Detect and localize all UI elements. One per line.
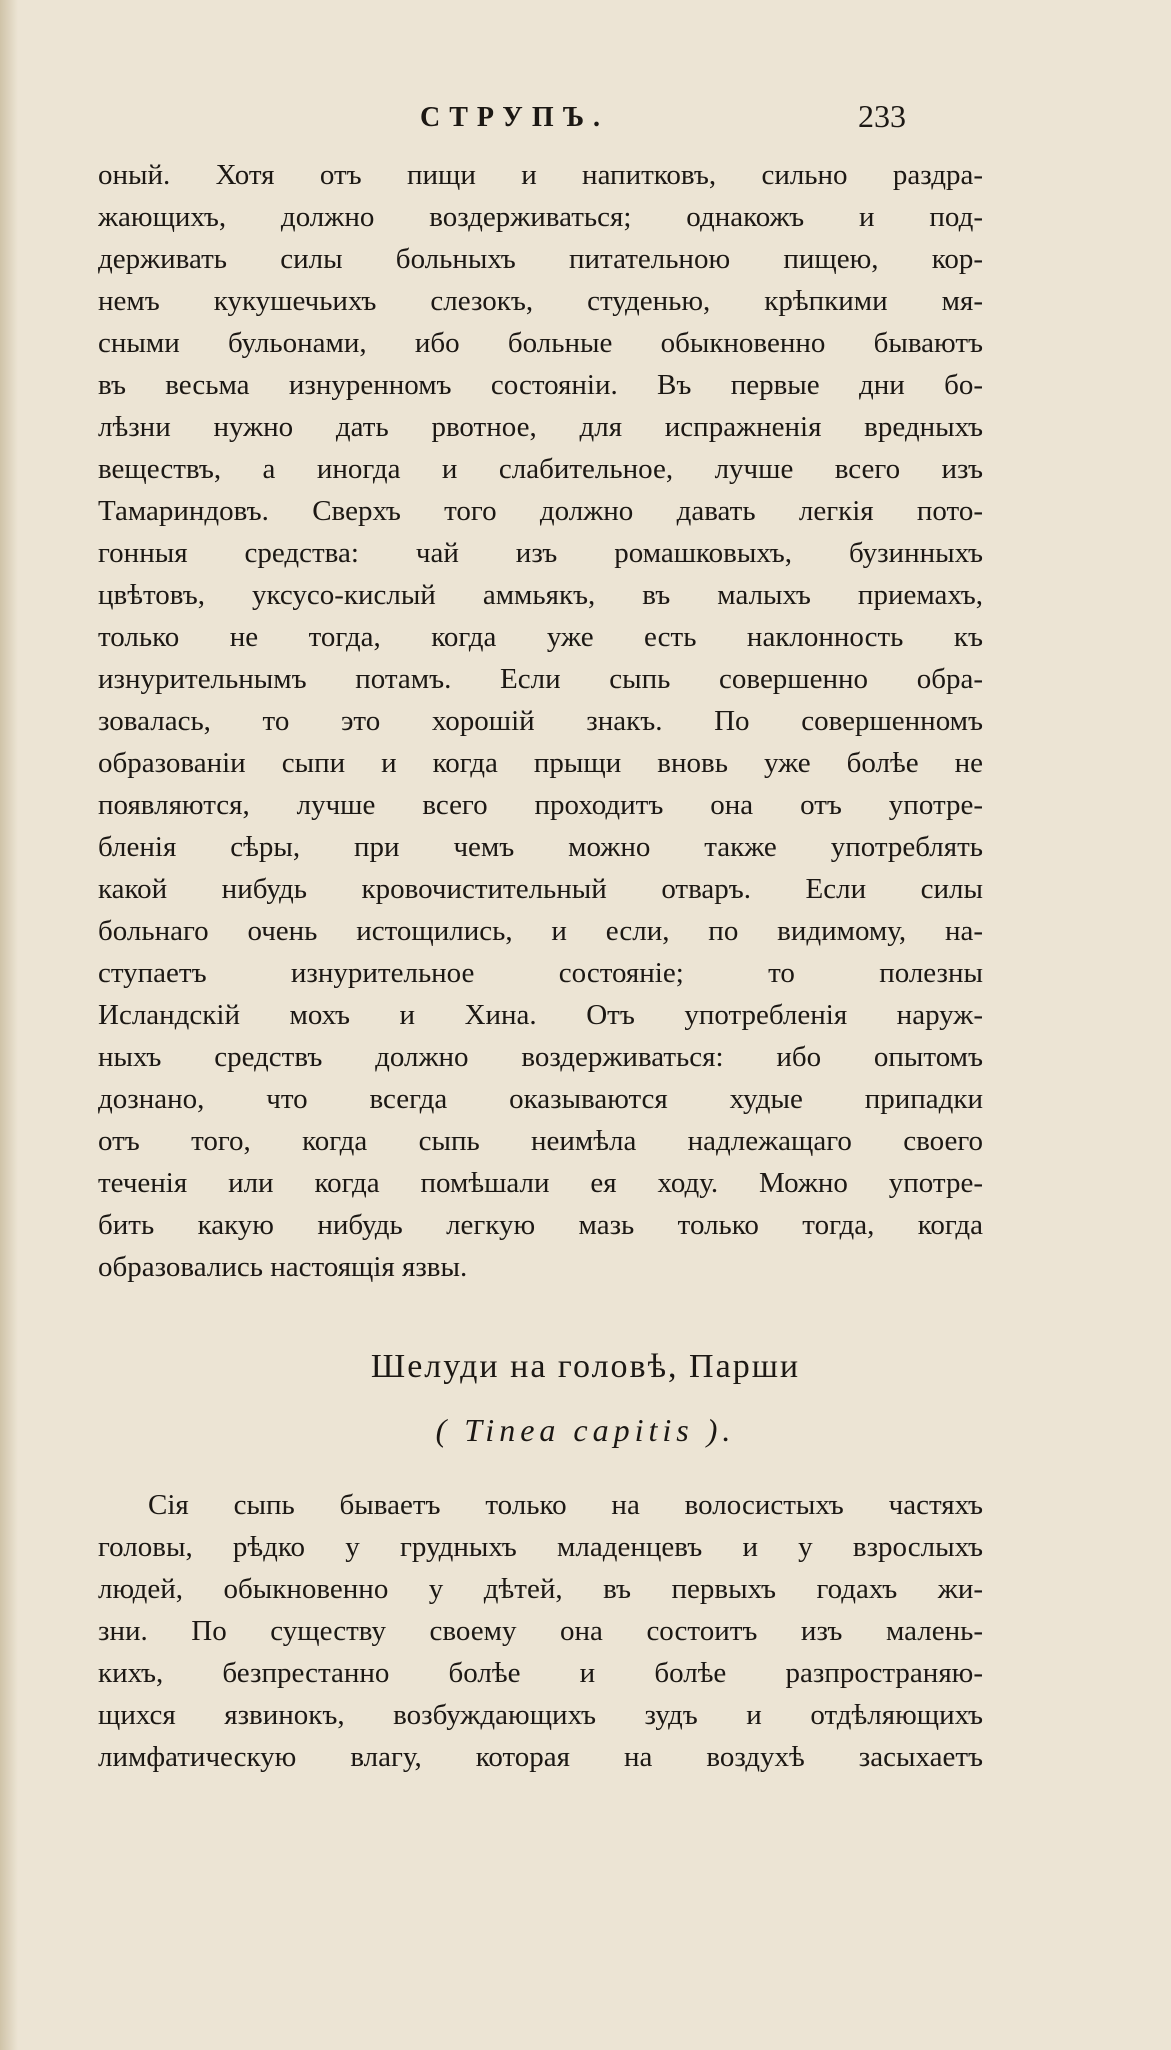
- text-line: отъ того, когда сыпь неимѣла надлежащаго своего: [98, 1125, 983, 1157]
- page-header: [0, 98, 1171, 138]
- text-line: лѣзни нужно дать рвотное, для испражненія вредныхъ: [98, 411, 983, 443]
- text-line: держивать силы больныхъ питательною пищею, кор-: [98, 243, 983, 275]
- text-line: бить какую нибудь легкую мазь только тогда, когда: [98, 1209, 983, 1241]
- text-line: въ весьма изнуренномъ состояніи. Въ первые дни бо-: [98, 369, 983, 401]
- text-line: образовались настоящія язвы.: [98, 1251, 468, 1283]
- text-line: щихся язвинокъ, возбуждающихъ зудъ и отдѣляющихъ: [98, 1699, 983, 1731]
- text-line: Исландскій мохъ и Хина. Отъ употребленія наруж-: [98, 999, 983, 1031]
- text-line: веществъ, а иногда и слабительное, лучше всего изъ: [98, 453, 983, 485]
- text-line: зовалась, то это хорошій знакъ. По совершенномъ: [98, 705, 983, 737]
- text-line: немъ кукушечьихъ слезокъ, студенью, крѣпкими мя-: [98, 285, 983, 317]
- text-line: изнурительнымъ потамъ. Если сыпь совершенно обра-: [98, 663, 983, 695]
- text-line: теченія или когда помѣшали ея ходу. Можно употре-: [98, 1167, 983, 1199]
- page-edge-shadow: [0, 0, 18, 2050]
- section-subheading: ( Tinea capitis ).: [435, 1412, 736, 1448]
- text-line: больнаго очень истощились, и если, по видимому, на-: [98, 915, 983, 947]
- text-line: образованіи сыпи и когда прыщи вновь уже болѣе не: [98, 747, 983, 779]
- text-line: людей, обыкновенно у дѣтей, въ первыхъ годахъ жи-: [98, 1573, 983, 1605]
- text-line: ныхъ средствъ должно воздерживаться: ибо опытомъ: [98, 1041, 983, 1073]
- text-line: Сія сыпь бываетъ только на волосистыхъ частяхъ: [148, 1489, 983, 1521]
- text-line: жающихъ, должно воздерживаться; однакожъ и под-: [98, 201, 983, 233]
- text-line: лимфатическую влагу, которая на воздухѣ засыхаетъ: [98, 1741, 983, 1773]
- text-line: только не тогда, когда уже есть наклонность къ: [98, 621, 983, 653]
- page-number: 233: [858, 98, 906, 134]
- text-line: какой нибудь кровочистительный отваръ. Если силы: [98, 873, 983, 905]
- text-line: зни. По существу своему она состоитъ изъ малень-: [98, 1615, 983, 1647]
- text-line: кихъ, безпрестанно болѣе и болѣе разпространяю-: [98, 1657, 983, 1689]
- text-line: появляются, лучше всего проходитъ она отъ употре-: [98, 789, 983, 821]
- text-line: оный. Хотя отъ пищи и напитковъ, сильно раздра-: [98, 159, 983, 191]
- paragraph-1: [98, 154, 983, 1288]
- running-title: СТРУПЪ.: [420, 102, 610, 133]
- text-line: бленія сѣры, при чемъ можно также употреблять: [98, 831, 983, 863]
- text-line: дознано, что всегда оказываются худые припадки: [98, 1083, 983, 1115]
- paragraph-2: [98, 1484, 983, 1778]
- text-line: Тамариндовъ. Сверхъ того должно давать легкія пото-: [98, 495, 983, 527]
- text-line: сными бульонами, ибо больные обыкновенно бываютъ: [98, 327, 983, 359]
- text-line: головы, рѣдко у грудныхъ младенцевъ и у взрослыхъ: [98, 1531, 983, 1563]
- text-line: гонныя средства: чай изъ ромашковыхъ, бузинныхъ: [98, 537, 983, 569]
- text-line: цвѣтовъ, уксусо-кислый аммьякъ, въ малыхъ приемахъ,: [98, 579, 983, 611]
- section-heading: Шелуди на головѣ, Парши: [370, 1348, 801, 1385]
- text-line: ступаетъ изнурительное состояніе; то полезны: [98, 957, 983, 989]
